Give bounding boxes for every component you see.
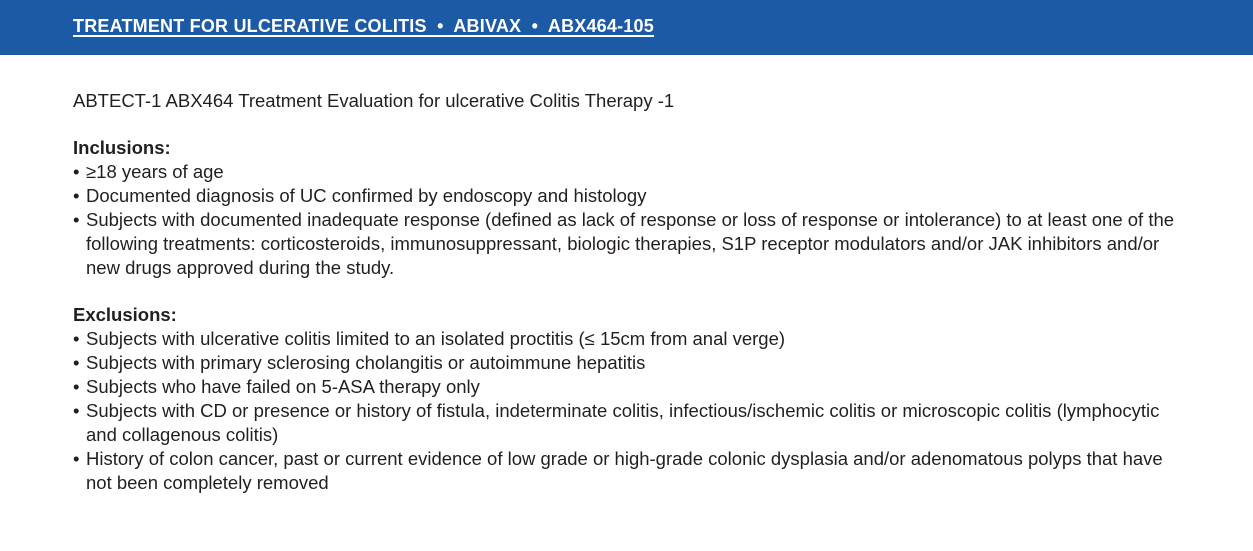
header-bar (0, 0, 1253, 55)
study-title: ABTECT-1 ABX464 Treatment Evaluation for ulcerative Colitis Therapy -1 (73, 90, 675, 111)
inclusions-list (73, 160, 1193, 280)
exclusion-item: • History of colon cancer, past or current evidence of low grade or high-grade colonic dysplasia and/or adenomatous polyps that have not been completely removed (73, 447, 1193, 495)
exclusion-item: • Subjects who have failed on 5-ASA therapy only (73, 375, 1193, 399)
exclusion-item: • Subjects with primary sclerosing cholangitis or autoimmune hepatitis (73, 351, 1193, 375)
inclusions-heading: Inclusions: (73, 137, 171, 158)
main-content (73, 89, 1193, 518)
inclusion-item: • ≥18 years of age (73, 160, 1193, 184)
inclusion-item: • Subjects with documented inadequate response (defined as lack of response or loss of response or intolerance) to at least one of the following treatments: corticosteroids, immunosuppressant, biologic therapies, S1P receptor modulators and/or JAK inhibitors and/or new drugs approved during the study. (73, 208, 1193, 280)
exclusions-list (73, 327, 1193, 495)
exclusions-heading: Exclusions: (73, 304, 177, 325)
header-title: TREATMENT FOR ULCERATIVE COLITIS • ABIVAX • ABX464-105 (73, 16, 654, 36)
exclusion-item: • Subjects with ulcerative colitis limited to an isolated proctitis (≤ 15cm from anal verge) (73, 327, 1193, 351)
inclusion-item: • Documented diagnosis of UC confirmed by endoscopy and histology (73, 184, 1193, 208)
exclusion-item: • Subjects with CD or presence or history of fistula, indeterminate colitis, infectious/ischemic colitis or microscopic colitis (lymphocytic and collagenous colitis) (73, 399, 1193, 447)
